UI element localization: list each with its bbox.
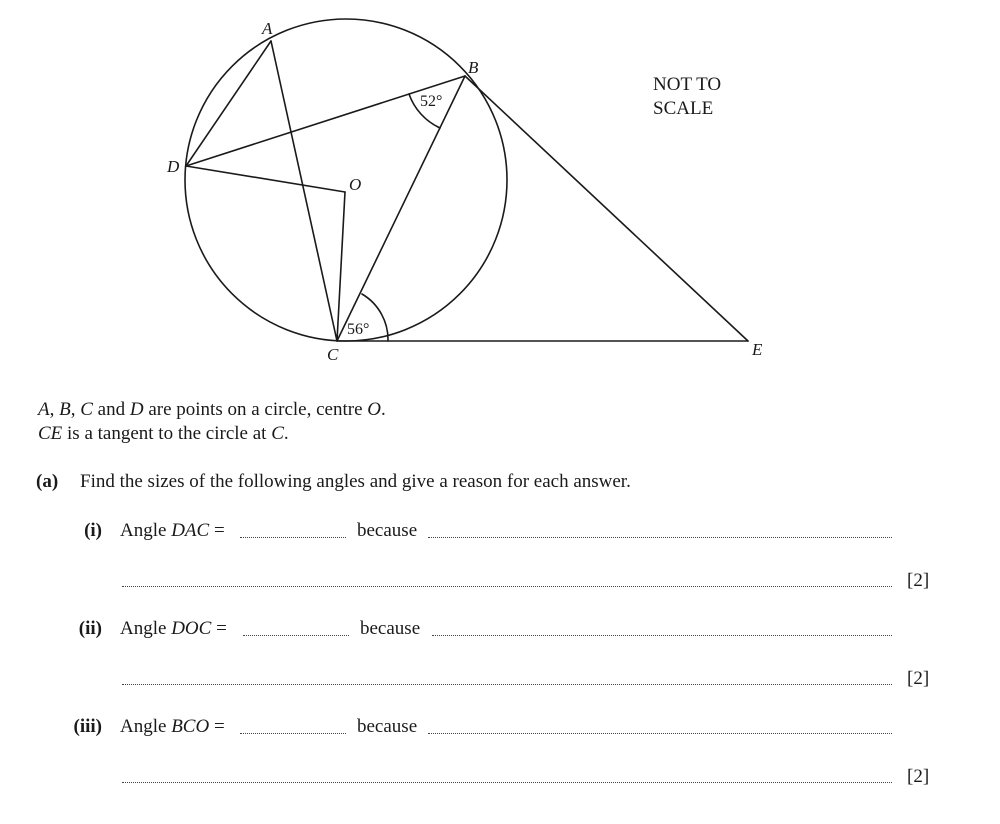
not-to-scale-note <box>653 73 721 121</box>
circle-geometry-diagram <box>0 0 1000 400</box>
point-a: A <box>38 399 50 420</box>
angle-name: BCO <box>171 716 210 737</box>
segment-oc <box>337 192 345 341</box>
angle-name: DAC <box>171 520 210 541</box>
point-o: O <box>367 399 381 420</box>
marks-iii: [2] <box>907 766 930 787</box>
segment-bc <box>337 76 465 341</box>
question-ii-prompt <box>120 617 227 641</box>
equals: = <box>209 520 225 541</box>
intro-line-1 <box>38 398 386 422</box>
angle-label-abd: 52° <box>420 93 443 110</box>
part-a-instruction: Find the sizes of the following angles and give a reason for each answer. <box>80 471 631 492</box>
point-c: C <box>80 399 93 420</box>
marks-i: [2] <box>907 570 930 591</box>
circle <box>185 19 507 341</box>
sep: . <box>283 423 289 444</box>
prompt-prefix: Angle <box>120 716 172 737</box>
point-label-a: A <box>262 19 273 38</box>
point-label-e: E <box>752 340 763 359</box>
angle-label-bce: 56° <box>347 321 370 338</box>
point-c: C <box>271 423 284 444</box>
point-label-b: B <box>468 58 479 77</box>
note-line-2: SCALE <box>653 98 714 119</box>
point-label-d: D <box>167 157 180 176</box>
reason-line-iii-1[interactable] <box>428 733 892 734</box>
segment-da <box>186 41 271 166</box>
part-a-label: (a) <box>36 471 59 492</box>
sep: , <box>49 399 60 420</box>
intro-text: are points on a circle, centre <box>143 399 368 420</box>
prompt-prefix: Angle <box>120 618 172 639</box>
answer-angle-iii[interactable] <box>240 733 346 734</box>
reason-line-iii-2[interactable] <box>122 782 892 783</box>
reason-line-ii-1[interactable] <box>432 635 892 636</box>
reason-line-i-2[interactable] <box>122 586 892 587</box>
equals: = <box>209 716 225 737</box>
line-ce: CE <box>38 423 63 444</box>
because-i: because <box>357 520 418 541</box>
because-ii: because <box>360 618 421 639</box>
segment-ac <box>271 41 337 341</box>
sep: and <box>92 399 130 420</box>
note-line-1: NOT TO <box>653 74 722 95</box>
question-iii-number: (iii) <box>73 716 102 737</box>
reason-line-ii-2[interactable] <box>122 684 892 685</box>
question-ii-number: (ii) <box>78 618 102 639</box>
intro-line-2 <box>38 422 289 446</box>
point-label-o: O <box>349 175 362 194</box>
sep: . <box>380 399 386 420</box>
equals: = <box>211 618 227 639</box>
answer-angle-i[interactable] <box>240 537 346 538</box>
prompt-prefix: Angle <box>120 520 172 541</box>
question-iii-prompt <box>120 715 225 739</box>
sep: , <box>70 399 81 420</box>
point-d: D <box>129 399 144 420</box>
answer-angle-ii[interactable] <box>243 635 349 636</box>
segment-db <box>186 76 465 166</box>
because-iii: because <box>357 716 418 737</box>
point-b: B <box>59 399 71 420</box>
reason-line-i-1[interactable] <box>428 537 892 538</box>
angle-name: DOC <box>171 618 212 639</box>
question-i-prompt <box>120 519 225 543</box>
point-label-c: C <box>327 345 339 364</box>
question-i-number: (i) <box>84 520 102 541</box>
segment-do <box>186 166 345 192</box>
marks-ii: [2] <box>907 668 930 689</box>
intro-text: is a tangent to the circle at <box>62 423 272 444</box>
